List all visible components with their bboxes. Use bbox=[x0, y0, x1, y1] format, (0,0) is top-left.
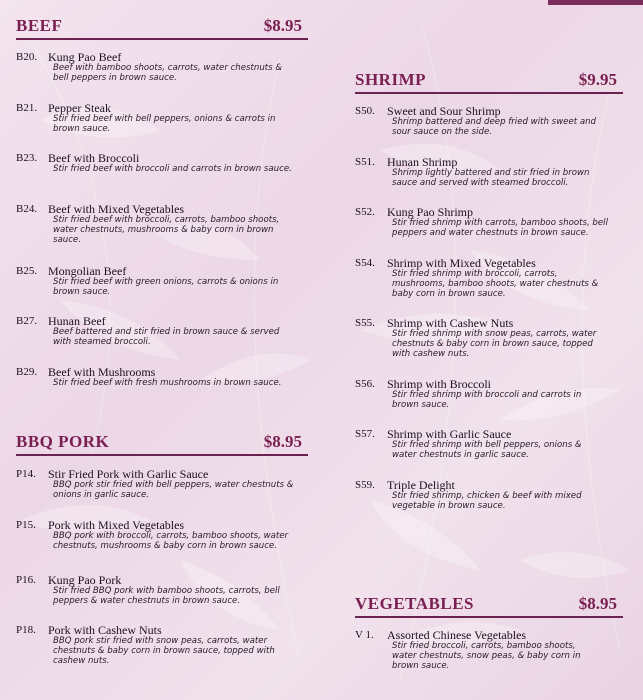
item-name: Stir Fried Pork with Garlic Sauce bbox=[48, 467, 209, 481]
item-description: BBQ pork stir fried with snow peas, carrots, water chestnuts & baby corn in brown sauce, topped with cashew nuts. bbox=[53, 636, 275, 667]
item-description: Stir fried shrimp with snow peas, carrots, water chestnuts & baby corn in brown sauce, topped with cashew nuts. bbox=[392, 328, 597, 359]
menu-item bbox=[16, 51, 308, 102]
menu-item bbox=[355, 629, 623, 689]
menu-item bbox=[16, 152, 308, 203]
bbq-pork-section bbox=[16, 428, 308, 675]
item-description: Stir fried shrimp, chicken & beef with mixed vegetable in brown sauce. bbox=[392, 490, 582, 511]
item-description: Beef with bamboo shoots, carrots, water chestnuts & bell peppers in brown sauce. bbox=[53, 63, 283, 84]
item-description: Stir fried BBQ pork with bamboo shoots, carrots, bell peppers & water chestnuts in brown sauce. bbox=[53, 585, 280, 606]
item-description: Stir fried shrimp with carrots, bamboo shoots, bell peppers and water chestnuts in brown sauce. bbox=[392, 218, 608, 239]
item-name: Shrimp with Garlic Sauce bbox=[387, 427, 512, 441]
section-price: $8.95 bbox=[578, 594, 617, 613]
item-name: Kung Pao Beef bbox=[48, 50, 122, 64]
menu-item bbox=[16, 468, 308, 519]
section-title: BEEF bbox=[16, 16, 63, 35]
item-name: Shrimp with Cashew Nuts bbox=[387, 315, 514, 330]
section-price: $8.95 bbox=[263, 16, 302, 35]
menu-item bbox=[355, 206, 623, 257]
item-code: B27. bbox=[16, 315, 38, 327]
item-code: S56. bbox=[355, 377, 375, 390]
item-name: Pork with Cashew Nuts bbox=[48, 623, 162, 637]
item-description: BBQ pork with broccoli, carrots, bamboo shoots, water chestnuts, mushrooms & baby corn in brown sauce. bbox=[53, 530, 289, 551]
item-description: Stir fried shrimp with broccoli and carrots in brown sauce. bbox=[392, 389, 582, 410]
item-code: S57. bbox=[355, 428, 375, 440]
menu-item bbox=[355, 479, 623, 530]
beef-section-header bbox=[16, 12, 308, 40]
section-price: $9.95 bbox=[578, 70, 617, 89]
vegetables-section-header bbox=[355, 590, 623, 618]
item-code: V 1. bbox=[355, 629, 374, 641]
beef-section bbox=[16, 12, 308, 416]
item-name: Beef with Mixed Vegetables bbox=[48, 201, 185, 216]
top-accent-bar bbox=[548, 0, 643, 5]
vegetables-item-list bbox=[355, 629, 623, 689]
item-code: S52. bbox=[355, 206, 375, 218]
item-code: S59. bbox=[355, 478, 375, 491]
item-code: B23. bbox=[16, 152, 38, 164]
item-name: Pepper Steak bbox=[48, 100, 111, 115]
item-code: P14. bbox=[16, 468, 36, 480]
item-code: B21. bbox=[16, 101, 38, 114]
shrimp-section-header bbox=[355, 66, 623, 94]
menu-item bbox=[16, 315, 308, 366]
menu-item bbox=[16, 203, 308, 265]
item-name: Kung Pao Pork bbox=[48, 572, 122, 587]
item-code: B20. bbox=[16, 51, 38, 63]
item-description: Stir fried beef with broccoli and carrots in brown sauce. bbox=[53, 164, 292, 174]
item-name: Kung Pao Shrimp bbox=[387, 205, 474, 219]
menu-item bbox=[16, 366, 308, 417]
item-description: Stir fried broccoli, carrots, bamboo shoots, water chestnuts, snow peas, & baby corn in brown sauce. bbox=[392, 641, 581, 672]
item-description: Shrimp battered and deep fried with sweet and sour sauce on the side. bbox=[392, 117, 596, 138]
item-code: S54. bbox=[355, 256, 375, 269]
item-description: Stir fried beef with green onions, carrots & onions in brown sauce. bbox=[53, 276, 279, 297]
menu-item bbox=[355, 428, 623, 479]
item-code: S50. bbox=[355, 105, 375, 117]
shrimp-section bbox=[355, 66, 623, 529]
item-description: Stir fried beef with broccoli, carrots, bamboo shoots, water chestnuts, mushrooms & baby corn in brown sauce. bbox=[53, 214, 280, 245]
item-name: Triple Delight bbox=[387, 477, 455, 492]
menu-item bbox=[355, 257, 623, 317]
item-description: Stir fried shrimp with bell peppers, onions & water chestnuts in garlic sauce. bbox=[392, 440, 582, 461]
item-name: Hunan Shrimp bbox=[387, 154, 458, 169]
menu-item bbox=[355, 317, 623, 378]
item-code: P18. bbox=[16, 624, 36, 636]
item-name: Sweet and Sour Shrimp bbox=[387, 104, 501, 118]
item-code: B25. bbox=[16, 264, 38, 277]
item-name: Shrimp with Broccoli bbox=[387, 376, 491, 391]
menu-item bbox=[16, 519, 308, 574]
section-title: SHRIMP bbox=[355, 70, 426, 89]
item-description: Stir fried beef with bell peppers, onions & carrots in brown sauce. bbox=[53, 113, 276, 134]
item-name: Beef with Mushrooms bbox=[48, 364, 156, 379]
item-name: Assorted Chinese Vegetables bbox=[387, 628, 527, 642]
beef-item-list bbox=[16, 51, 308, 416]
menu-item bbox=[16, 624, 308, 675]
item-code: S55. bbox=[355, 316, 375, 329]
item-description: Stir fried shrimp with broccoli, carrots, mushrooms, bamboo shoots, water chestnuts & baby corn in brown sauce. bbox=[392, 268, 599, 299]
menu-item bbox=[16, 102, 308, 153]
shrimp-item-list bbox=[355, 105, 623, 529]
item-description: Stir fried beef with fresh mushrooms in brown sauce. bbox=[53, 377, 282, 388]
item-name: Hunan Beef bbox=[48, 314, 106, 328]
item-name: Pork with Mixed Vegetables bbox=[48, 517, 185, 532]
item-description: Shrimp lightly battered and stir fried in brown sauce and served with steamed broccoli. bbox=[392, 167, 590, 188]
bbq-pork-item-list bbox=[16, 468, 308, 675]
menu-item bbox=[355, 105, 623, 156]
item-name: Beef with Broccoli bbox=[48, 151, 140, 165]
item-code: B24. bbox=[16, 202, 38, 215]
menu-item bbox=[16, 265, 308, 316]
item-description: Beef battered and stir fried in brown sauce & served with steamed broccoli. bbox=[53, 327, 280, 348]
vegetables-section bbox=[355, 590, 623, 689]
menu-item bbox=[355, 156, 623, 207]
item-code: P16. bbox=[16, 573, 36, 586]
item-description: BBQ pork stir fried with bell peppers, water chestnuts & onions in garlic sauce. bbox=[53, 480, 294, 501]
item-name: Shrimp with Mixed Vegetables bbox=[387, 255, 536, 270]
section-price: $8.95 bbox=[263, 432, 302, 451]
item-code: P15. bbox=[16, 518, 36, 531]
menu-item bbox=[355, 378, 623, 429]
menu-item bbox=[16, 574, 308, 625]
item-code: B29. bbox=[16, 365, 38, 378]
bbq-pork-section-header bbox=[16, 428, 308, 456]
item-code: S51. bbox=[355, 155, 375, 168]
item-name: Mongolian Beef bbox=[48, 263, 127, 278]
section-title: VEGETABLES bbox=[355, 594, 475, 613]
section-title: BBQ PORK bbox=[16, 432, 110, 451]
